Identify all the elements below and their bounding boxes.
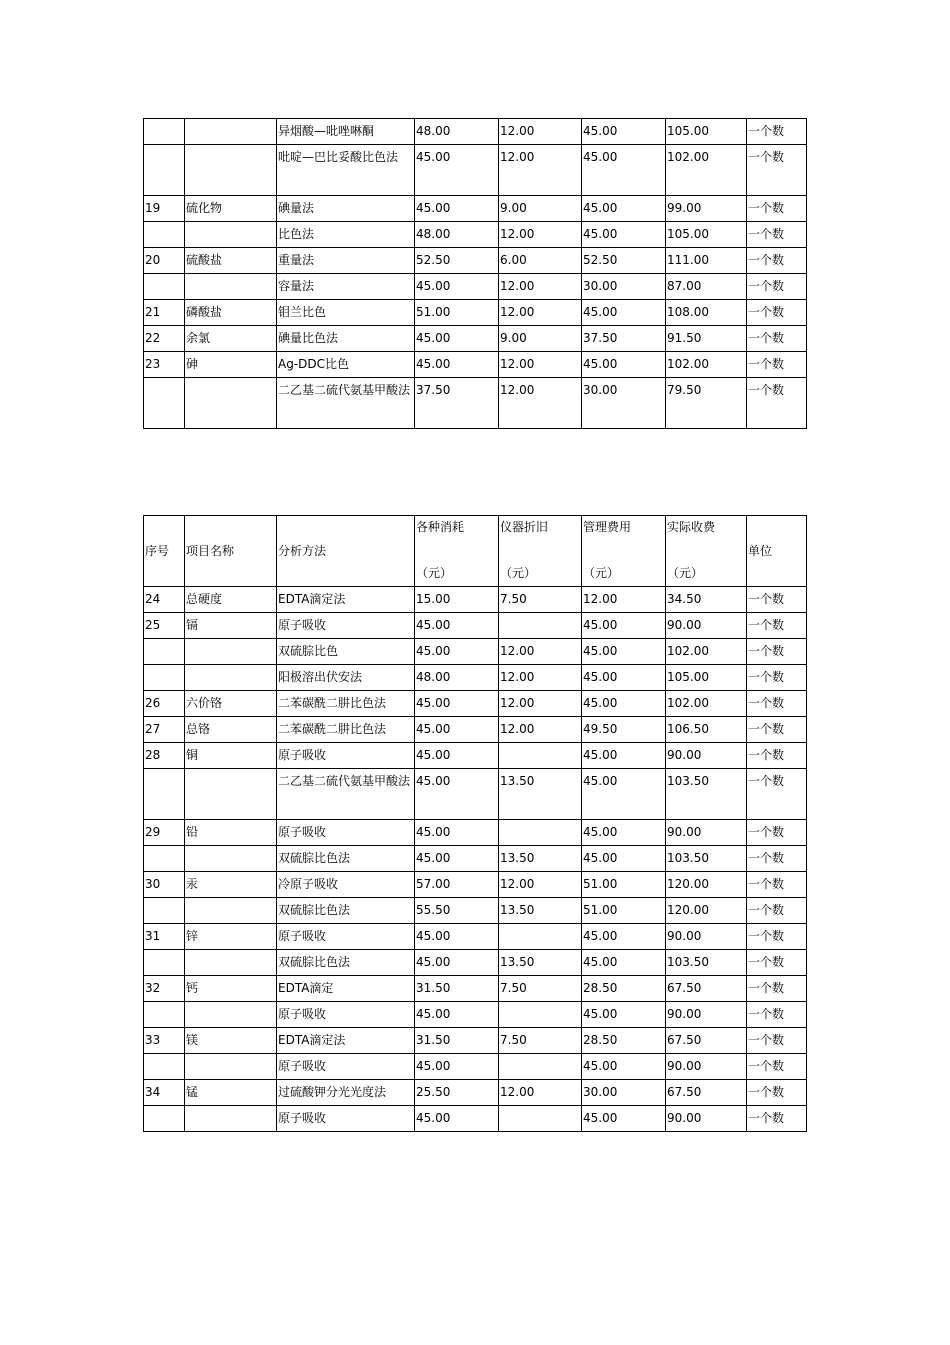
cell-fee: 90.00	[666, 743, 747, 769]
table-row	[144, 665, 807, 691]
cell-management: 49.50	[582, 717, 666, 743]
cell-fee: 99.00	[666, 196, 747, 222]
cell-method: 双硫腙比色法	[277, 898, 415, 924]
cell-consumption: 45.00	[415, 691, 499, 717]
cell-depreciation: 12.00	[499, 717, 582, 743]
cell-name	[185, 1002, 277, 1028]
cell-depreciation: 7.50	[499, 587, 582, 613]
cell-method: 钼兰比色	[277, 300, 415, 326]
cell-fee: 102.00	[666, 145, 747, 196]
cell-management: 45.00	[582, 1002, 666, 1028]
cell-management: 45.00	[582, 145, 666, 196]
cell-id: 27	[144, 717, 185, 743]
cell-name	[185, 378, 277, 429]
cell-id	[144, 1106, 185, 1132]
cell-management: 51.00	[582, 872, 666, 898]
cell-unit: 一个数	[747, 613, 807, 639]
cell-method: 比色法	[277, 222, 415, 248]
cell-depreciation: 12.00	[499, 352, 582, 378]
cell-fee: 102.00	[666, 691, 747, 717]
table-row	[144, 196, 807, 222]
cell-name	[185, 1054, 277, 1080]
cell-depreciation: 9.00	[499, 196, 582, 222]
cell-fee: 103.50	[666, 846, 747, 872]
cell-method: EDTA滴定法	[277, 587, 415, 613]
table-row	[144, 820, 807, 846]
cell-method: 二苯碳酰二肼比色法	[277, 717, 415, 743]
cell-name: 锌	[185, 924, 277, 950]
cell-depreciation: 6.00	[499, 248, 582, 274]
cell-management: 30.00	[582, 274, 666, 300]
header-management-unit: （元）	[583, 566, 620, 580]
cell-management: 45.00	[582, 691, 666, 717]
cell-method: 二乙基二硫代氨基甲酸法	[277, 378, 415, 429]
cell-method: 碘量比色法	[277, 326, 415, 352]
header-id: 序号	[144, 516, 185, 587]
cell-method: 容量法	[277, 274, 415, 300]
cell-unit: 一个数	[747, 639, 807, 665]
cell-management: 45.00	[582, 846, 666, 872]
cell-depreciation: 12.00	[499, 1080, 582, 1106]
cell-depreciation: 12.00	[499, 274, 582, 300]
cell-consumption: 31.50	[415, 976, 499, 1002]
cell-depreciation: 13.50	[499, 898, 582, 924]
cell-name: 总硬度	[185, 587, 277, 613]
cell-method: 原子吸收	[277, 1054, 415, 1080]
cell-unit: 一个数	[747, 222, 807, 248]
table-row	[144, 613, 807, 639]
cell-id: 28	[144, 743, 185, 769]
cell-name	[185, 846, 277, 872]
cell-consumption: 55.50	[415, 898, 499, 924]
cell-management: 45.00	[582, 1106, 666, 1132]
header-management-label: 管理费用	[583, 520, 632, 534]
cell-unit: 一个数	[747, 872, 807, 898]
cell-unit: 一个数	[747, 1106, 807, 1132]
table-row	[144, 717, 807, 743]
cell-management: 30.00	[582, 1080, 666, 1106]
cell-depreciation	[499, 613, 582, 639]
cell-depreciation: 12.00	[499, 119, 582, 145]
header-depreciation-unit: （元）	[500, 566, 537, 580]
table-row	[144, 846, 807, 872]
cell-management: 12.00	[582, 587, 666, 613]
cell-management: 51.00	[582, 898, 666, 924]
cell-management: 45.00	[582, 769, 666, 820]
cell-unit: 一个数	[747, 119, 807, 145]
cell-consumption: 45.00	[415, 743, 499, 769]
cell-unit: 一个数	[747, 248, 807, 274]
cell-fee: 91.50	[666, 326, 747, 352]
cell-consumption: 15.00	[415, 587, 499, 613]
table-row	[144, 248, 807, 274]
cell-management: 45.00	[582, 820, 666, 846]
table2-body	[144, 587, 807, 1132]
cell-consumption: 45.00	[415, 950, 499, 976]
cell-unit: 一个数	[747, 1002, 807, 1028]
header-consumption-unit: （元）	[416, 566, 453, 580]
cell-depreciation: 12.00	[499, 639, 582, 665]
cell-name: 磷酸盐	[185, 300, 277, 326]
cell-name: 铅	[185, 820, 277, 846]
header-consumption	[415, 516, 499, 587]
cell-depreciation: 7.50	[499, 1028, 582, 1054]
cell-consumption: 51.00	[415, 300, 499, 326]
cell-fee: 79.50	[666, 378, 747, 429]
cell-name	[185, 274, 277, 300]
table-row	[144, 691, 807, 717]
cell-fee: 120.00	[666, 898, 747, 924]
cell-method: 碘量法	[277, 196, 415, 222]
cell-method: 双硫腙比色法	[277, 846, 415, 872]
cell-management: 30.00	[582, 378, 666, 429]
cell-id	[144, 378, 185, 429]
cell-depreciation: 13.50	[499, 950, 582, 976]
header-name: 项目名称	[185, 516, 277, 587]
cell-depreciation	[499, 820, 582, 846]
table-row	[144, 976, 807, 1002]
cell-unit: 一个数	[747, 1054, 807, 1080]
cell-depreciation: 13.50	[499, 846, 582, 872]
cell-name	[185, 145, 277, 196]
cell-consumption: 45.00	[415, 1106, 499, 1132]
cell-id: 23	[144, 352, 185, 378]
cell-method: 原子吸收	[277, 820, 415, 846]
cell-method: 原子吸收	[277, 743, 415, 769]
table-row	[144, 1054, 807, 1080]
cell-name	[185, 639, 277, 665]
cell-name: 六价铬	[185, 691, 277, 717]
cell-consumption: 45.00	[415, 1002, 499, 1028]
cell-fee: 67.50	[666, 976, 747, 1002]
cell-fee: 102.00	[666, 352, 747, 378]
cell-method: 二苯碳酰二肼比色法	[277, 691, 415, 717]
cell-depreciation: 12.00	[499, 145, 582, 196]
cell-depreciation: 12.00	[499, 665, 582, 691]
cell-unit: 一个数	[747, 326, 807, 352]
cell-fee: 34.50	[666, 587, 747, 613]
table-row	[144, 1028, 807, 1054]
cell-name	[185, 898, 277, 924]
cell-method: 原子吸收	[277, 1002, 415, 1028]
cell-consumption: 45.00	[415, 145, 499, 196]
cell-fee: 90.00	[666, 820, 747, 846]
cell-consumption: 45.00	[415, 352, 499, 378]
table-row	[144, 924, 807, 950]
cell-depreciation	[499, 743, 582, 769]
cell-consumption: 37.50	[415, 378, 499, 429]
cell-depreciation: 12.00	[499, 300, 582, 326]
cell-method: 冷原子吸收	[277, 872, 415, 898]
cell-id	[144, 1054, 185, 1080]
cell-management: 45.00	[582, 665, 666, 691]
cell-fee: 106.50	[666, 717, 747, 743]
cell-method: 阳极溶出伏安法	[277, 665, 415, 691]
cell-name: 硫化物	[185, 196, 277, 222]
cell-management: 52.50	[582, 248, 666, 274]
table-row	[144, 145, 807, 196]
cell-management: 45.00	[582, 352, 666, 378]
cell-id: 24	[144, 587, 185, 613]
header-fee-unit: （元）	[667, 566, 704, 580]
cell-fee: 105.00	[666, 119, 747, 145]
table-row	[144, 1002, 807, 1028]
cell-id: 33	[144, 1028, 185, 1054]
cell-unit: 一个数	[747, 950, 807, 976]
cell-fee: 120.00	[666, 872, 747, 898]
cell-consumption: 45.00	[415, 924, 499, 950]
cell-id	[144, 769, 185, 820]
table-row	[144, 898, 807, 924]
table-row	[144, 1106, 807, 1132]
cell-id	[144, 846, 185, 872]
cell-id: 25	[144, 613, 185, 639]
cell-unit: 一个数	[747, 352, 807, 378]
cell-unit: 一个数	[747, 274, 807, 300]
cell-consumption: 45.00	[415, 846, 499, 872]
cell-fee: 67.50	[666, 1028, 747, 1054]
cell-management: 45.00	[582, 743, 666, 769]
table-row	[144, 378, 807, 429]
cell-fee: 90.00	[666, 1054, 747, 1080]
cell-name: 硫酸盐	[185, 248, 277, 274]
cell-depreciation: 7.50	[499, 976, 582, 1002]
cell-consumption: 48.00	[415, 665, 499, 691]
table-row	[144, 769, 807, 820]
cell-name	[185, 950, 277, 976]
cell-id	[144, 898, 185, 924]
table-row	[144, 274, 807, 300]
cell-id	[144, 639, 185, 665]
cell-id	[144, 145, 185, 196]
cell-consumption: 48.00	[415, 119, 499, 145]
cell-unit: 一个数	[747, 378, 807, 429]
cell-name: 余氯	[185, 326, 277, 352]
cell-management: 45.00	[582, 300, 666, 326]
cell-fee: 90.00	[666, 1002, 747, 1028]
table-row	[144, 300, 807, 326]
cell-unit: 一个数	[747, 976, 807, 1002]
cell-id	[144, 222, 185, 248]
table-row	[144, 950, 807, 976]
cell-id: 20	[144, 248, 185, 274]
cell-depreciation: 13.50	[499, 769, 582, 820]
cell-method: 原子吸收	[277, 924, 415, 950]
cell-unit: 一个数	[747, 1028, 807, 1054]
cell-management: 45.00	[582, 950, 666, 976]
cell-id: 29	[144, 820, 185, 846]
table-row	[144, 1080, 807, 1106]
header-method: 分析方法	[277, 516, 415, 587]
cell-fee: 105.00	[666, 222, 747, 248]
cell-fee: 67.50	[666, 1080, 747, 1106]
cell-consumption: 31.50	[415, 1028, 499, 1054]
cell-id	[144, 665, 185, 691]
cell-fee: 105.00	[666, 665, 747, 691]
table-row	[144, 639, 807, 665]
header-depreciation-label: 仪器折旧	[500, 520, 549, 534]
cell-fee: 90.00	[666, 924, 747, 950]
cell-method: 原子吸收	[277, 613, 415, 639]
cell-unit: 一个数	[747, 196, 807, 222]
cell-management: 45.00	[582, 1054, 666, 1080]
cell-id	[144, 1002, 185, 1028]
cell-unit: 一个数	[747, 846, 807, 872]
cell-depreciation: 12.00	[499, 872, 582, 898]
cell-unit: 一个数	[747, 743, 807, 769]
cell-method: 双硫腙比色法	[277, 950, 415, 976]
cell-name: 锰	[185, 1080, 277, 1106]
cell-method: 重量法	[277, 248, 415, 274]
cell-unit: 一个数	[747, 300, 807, 326]
cell-unit: 一个数	[747, 898, 807, 924]
cell-name	[185, 769, 277, 820]
cell-consumption: 45.00	[415, 1054, 499, 1080]
cell-name	[185, 1106, 277, 1132]
cell-unit: 一个数	[747, 665, 807, 691]
cell-depreciation: 12.00	[499, 222, 582, 248]
cell-unit: 一个数	[747, 769, 807, 820]
cell-fee: 87.00	[666, 274, 747, 300]
cell-fee: 111.00	[666, 248, 747, 274]
cell-id: 22	[144, 326, 185, 352]
cell-management: 45.00	[582, 924, 666, 950]
table-row	[144, 587, 807, 613]
cell-name: 砷	[185, 352, 277, 378]
cell-depreciation	[499, 924, 582, 950]
cell-id: 26	[144, 691, 185, 717]
cell-depreciation	[499, 1106, 582, 1132]
cell-management: 37.50	[582, 326, 666, 352]
cell-method: 异烟酸—吡唑啉酮	[277, 119, 415, 145]
cell-name: 总铬	[185, 717, 277, 743]
fee-table-continued	[143, 118, 807, 429]
cell-depreciation: 12.00	[499, 378, 582, 429]
cell-consumption: 45.00	[415, 274, 499, 300]
cell-unit: 一个数	[747, 717, 807, 743]
cell-management: 45.00	[582, 222, 666, 248]
cell-consumption: 45.00	[415, 717, 499, 743]
cell-management: 28.50	[582, 976, 666, 1002]
table-row	[144, 326, 807, 352]
header-unit: 单位	[747, 516, 807, 587]
cell-id	[144, 950, 185, 976]
cell-unit: 一个数	[747, 587, 807, 613]
cell-name: 铜	[185, 743, 277, 769]
cell-method: 二乙基二硫代氨基甲酸法	[277, 769, 415, 820]
cell-id: 32	[144, 976, 185, 1002]
cell-management: 45.00	[582, 639, 666, 665]
cell-method: 吡啶—巴比妥酸比色法	[277, 145, 415, 196]
cell-unit: 一个数	[747, 145, 807, 196]
cell-method: 过硫酸钾分光光度法	[277, 1080, 415, 1106]
cell-method: 双硫腙比色	[277, 639, 415, 665]
header-row	[144, 516, 807, 587]
cell-consumption: 25.50	[415, 1080, 499, 1106]
cell-name	[185, 119, 277, 145]
cell-id: 19	[144, 196, 185, 222]
cell-id	[144, 119, 185, 145]
header-management	[582, 516, 666, 587]
cell-management: 28.50	[582, 1028, 666, 1054]
cell-name: 钙	[185, 976, 277, 1002]
cell-fee: 102.00	[666, 639, 747, 665]
cell-method: EDTA滴定法	[277, 1028, 415, 1054]
cell-consumption: 45.00	[415, 196, 499, 222]
header-consumption-label: 各种消耗	[416, 520, 465, 534]
cell-method: 原子吸收	[277, 1106, 415, 1132]
table-row	[144, 743, 807, 769]
cell-unit: 一个数	[747, 924, 807, 950]
cell-method: Ag-DDC比色	[277, 352, 415, 378]
header-depreciation	[499, 516, 582, 587]
table2-header	[144, 516, 807, 587]
cell-id: 31	[144, 924, 185, 950]
cell-consumption: 45.00	[415, 639, 499, 665]
header-fee	[666, 516, 747, 587]
cell-depreciation: 12.00	[499, 691, 582, 717]
cell-fee: 108.00	[666, 300, 747, 326]
cell-name	[185, 665, 277, 691]
cell-unit: 一个数	[747, 1080, 807, 1106]
table-row	[144, 352, 807, 378]
cell-management: 45.00	[582, 613, 666, 639]
header-fee-label: 实际收费	[667, 520, 716, 534]
cell-unit: 一个数	[747, 691, 807, 717]
cell-id: 21	[144, 300, 185, 326]
cell-name: 汞	[185, 872, 277, 898]
table1-body	[144, 119, 807, 429]
cell-id: 34	[144, 1080, 185, 1106]
table-row	[144, 119, 807, 145]
cell-consumption: 45.00	[415, 613, 499, 639]
cell-id	[144, 274, 185, 300]
cell-name	[185, 222, 277, 248]
cell-consumption: 45.00	[415, 326, 499, 352]
cell-depreciation	[499, 1002, 582, 1028]
cell-unit: 一个数	[747, 820, 807, 846]
cell-fee: 103.50	[666, 950, 747, 976]
cell-fee: 103.50	[666, 769, 747, 820]
cell-management: 45.00	[582, 196, 666, 222]
cell-consumption: 48.00	[415, 222, 499, 248]
cell-id: 30	[144, 872, 185, 898]
cell-fee: 90.00	[666, 1106, 747, 1132]
table-row	[144, 222, 807, 248]
cell-method: EDTA滴定	[277, 976, 415, 1002]
table-row	[144, 872, 807, 898]
cell-depreciation: 9.00	[499, 326, 582, 352]
cell-consumption: 45.00	[415, 820, 499, 846]
cell-consumption: 57.00	[415, 872, 499, 898]
fee-table	[143, 515, 807, 1132]
cell-consumption: 52.50	[415, 248, 499, 274]
cell-consumption: 45.00	[415, 769, 499, 820]
cell-name: 镉	[185, 613, 277, 639]
cell-fee: 90.00	[666, 613, 747, 639]
cell-name: 镁	[185, 1028, 277, 1054]
cell-management: 45.00	[582, 119, 666, 145]
cell-depreciation	[499, 1054, 582, 1080]
